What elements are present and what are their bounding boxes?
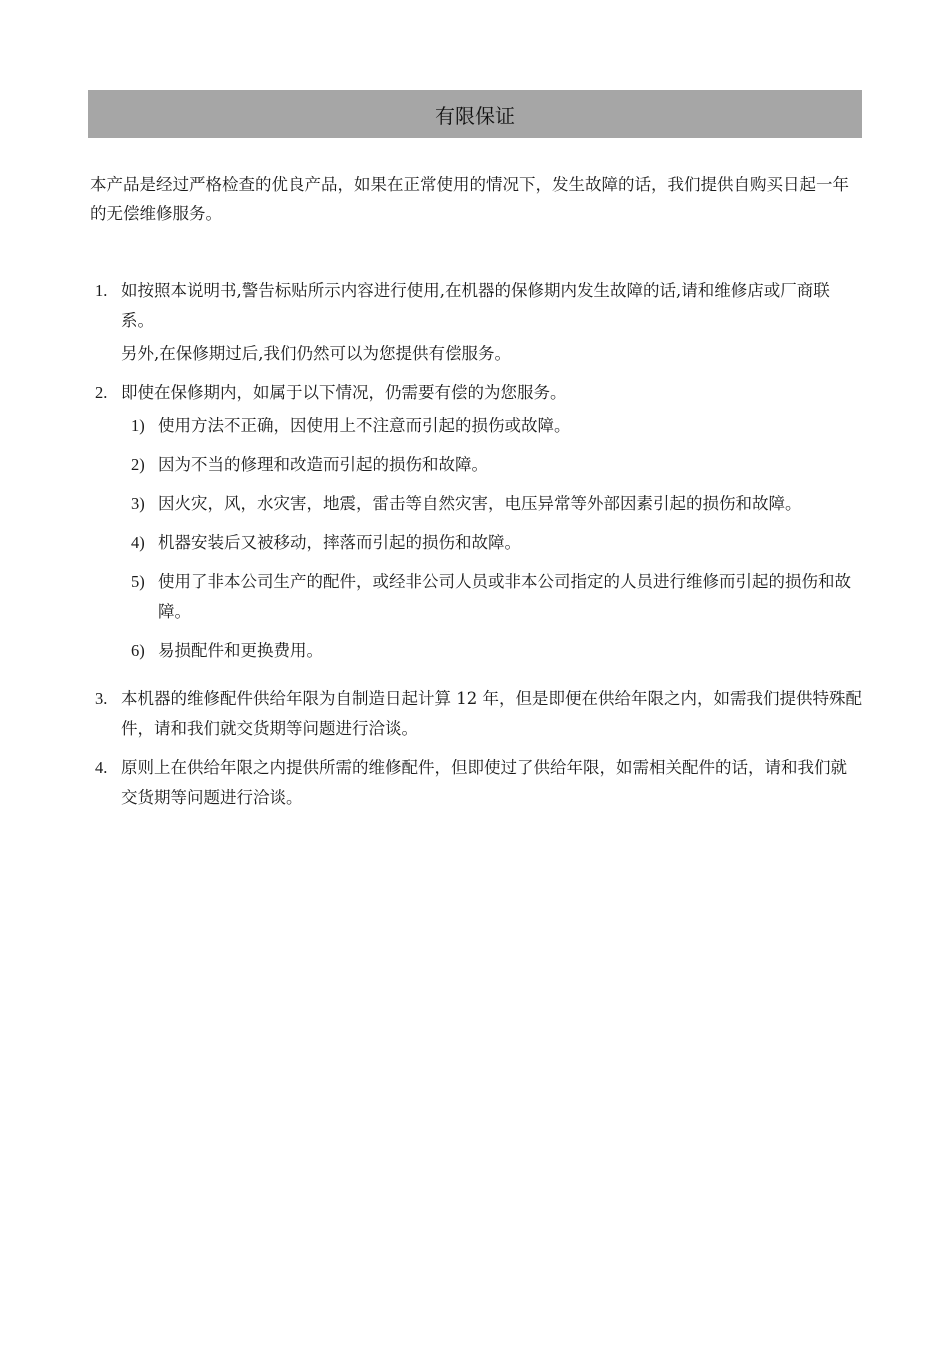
sublist-item-number: 5) (131, 572, 145, 591)
sublist-item-number: 4) (131, 533, 145, 552)
list-item (95, 684, 862, 744)
sublist-item-number: 2) (131, 455, 145, 474)
sublist-item-text: 易损配件和更换费用。 (158, 641, 323, 660)
sublist-item (131, 528, 862, 558)
list-item-text: 即使在保修期内，如属于以下情况，仍需要有偿的为您服务。 (121, 383, 567, 402)
sublist-item-number: 6) (131, 641, 145, 660)
exception-sublist (131, 411, 862, 666)
sublist-item-number: 3) (131, 494, 145, 513)
list-item-text: 本机器的维修配件供给年限为自制造日起计算 12 年，但是即便在供给年限之内，如需我们提供特殊配件，请和我们就交货期等问题进行洽谈。 (121, 689, 862, 738)
list-item (95, 378, 862, 675)
sublist-item-text: 因为不当的修理和改造而引起的损伤和故障。 (158, 455, 488, 474)
sublist-item-text: 使用了非本公司生产的配件，或经非公司人员或非本公司指定的人员进行维修而引起的损伤和故障。 (158, 572, 851, 621)
sublist-item-number: 1) (131, 416, 145, 435)
list-item-text: 如按照本说明书,警告标贴所示内容进行使用,在机器的保修期内发生故障的话,请和维修店或厂商联系。 (121, 281, 830, 330)
list-item-number: 2. (95, 383, 108, 402)
sublist-item (131, 636, 862, 666)
list-item-number: 1. (95, 281, 108, 300)
list-item-note: 另外,在保修期过后,我们仍然可以为您提供有偿服务。 (121, 344, 511, 363)
list-item-text: 原则上在供给年限之内提供所需的维修配件，但即使过了供给年限，如需相关配件的话，请和我们就交货期等问题进行洽谈。 (121, 758, 847, 807)
list-item (95, 276, 862, 369)
sublist-item (131, 450, 862, 480)
page-title: 有限保证 (88, 90, 862, 138)
warranty-terms-list (95, 276, 862, 822)
sublist-item (131, 411, 862, 441)
list-item (95, 753, 862, 813)
sublist-item-text: 机器安装后又被移动，摔落而引起的损伤和故障。 (158, 533, 521, 552)
sublist-item (131, 489, 862, 519)
sublist-item-text: 因火灾，风，水灾害，地震，雷击等自然灾害，电压异常等外部因素引起的损伤和故障。 (158, 494, 802, 513)
sublist-item-text: 使用方法不正确，因使用上不注意而引起的损伤或故障。 (158, 416, 571, 435)
sublist-item (131, 567, 862, 627)
list-item-number: 3. (95, 689, 108, 708)
intro-paragraph: 本产品是经过严格检查的优良产品，如果在正常使用的情况下，发生故障的话，我们提供自购买日起一年的无偿维修服务。 (90, 175, 849, 223)
list-item-number: 4. (95, 758, 108, 777)
